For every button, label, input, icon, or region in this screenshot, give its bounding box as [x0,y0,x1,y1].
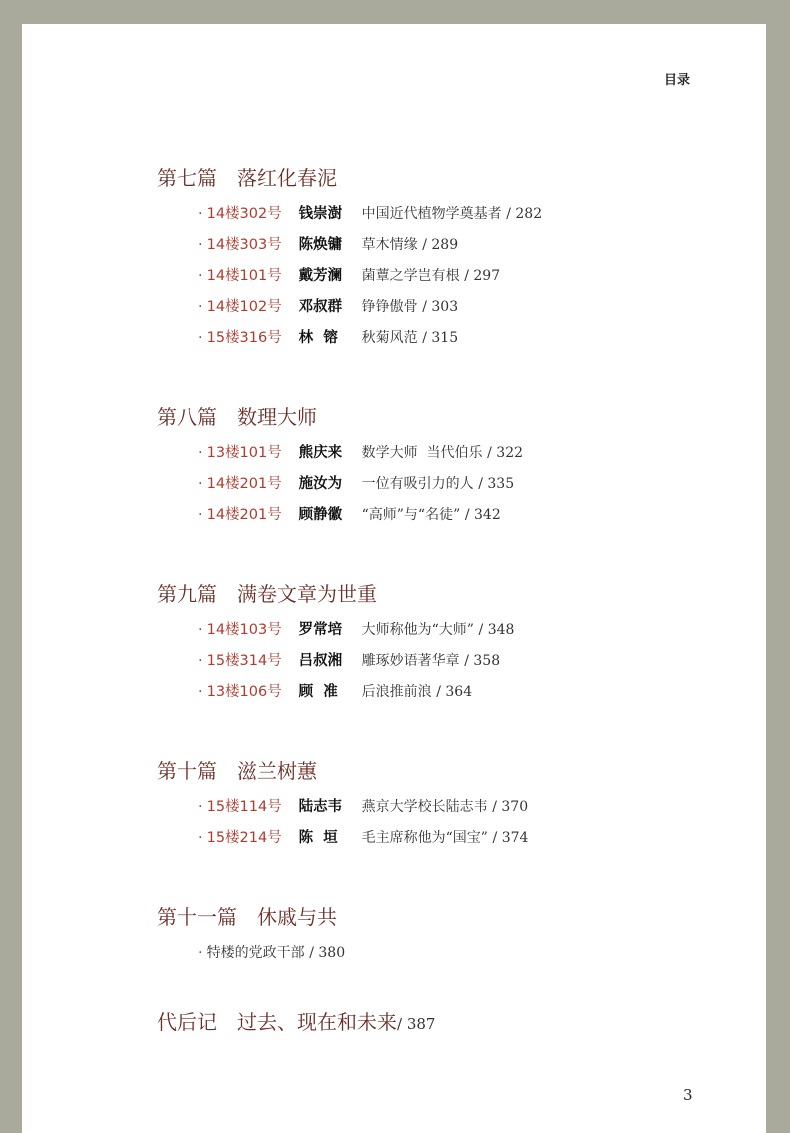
person-name: 施汝为 [298,476,343,492]
section-name: 满卷文章为世重 [237,582,377,606]
page-ref: / 297 [464,268,501,284]
room-number: 15楼114号 [206,799,282,815]
section-number: 第十篇 [157,759,217,783]
section-title-8 [157,401,317,430]
person-name: 熊庆来 [298,445,343,461]
chapter-title: 秋菊风范 [361,330,418,346]
section-number: 代后记 [157,1010,217,1034]
page-ref: / 315 [422,330,459,346]
toc-entry[interactable]: · 13楼106号 顾 准 后浪推前浪 / 364 [198,684,473,700]
section-number: 第八篇 [157,405,217,429]
chapter-title: 后浪推前浪 [361,684,432,700]
section-name: 休戚与共 [257,905,337,929]
person-name: 顾静徽 [298,507,343,523]
page-ref: / 364 [436,684,473,700]
section-title-9 [157,578,377,607]
section-title-7 [157,162,337,191]
running-header: 目录 [664,73,691,88]
room-number: 15楼314号 [206,653,282,669]
chapter-title: 燕京大学校长陆志韦 [361,799,488,815]
room-number: 14楼302号 [206,206,282,222]
toc-entry[interactable]: · 14楼201号 施汝为 一位有吸引力的人 / 335 [198,476,515,492]
page-ref: / 342 [464,507,501,523]
page-ref: / 358 [464,653,501,669]
afterword-title[interactable] [157,1006,435,1035]
room-number: 13楼101号 [206,445,282,461]
section-title-11 [157,901,337,930]
person-name: 邓叔群 [298,299,343,315]
page-sheet [22,24,766,1133]
chapter-title: 草木情缘 [361,237,418,253]
person-name: 顾 准 [298,684,338,700]
toc-entry[interactable]: · 13楼101号 熊庆来 数学大师 当代伯乐 / 322 [198,445,524,461]
page-ref: / 348 [478,622,515,638]
person-name: 罗常培 [298,622,343,638]
toc-entry[interactable]: · 15楼114号 陆志韦 燕京大学校长陆志韦 / 370 [198,799,529,815]
room-number: 14楼101号 [206,268,282,284]
page-ref: / 387 [397,1015,436,1033]
page-number: 3 [683,1086,693,1104]
person-name: 戴芳澜 [298,268,343,284]
chapter-title: 大师称他为“大师” [361,622,474,638]
page-ref: / 380 [309,945,346,961]
toc-entry[interactable]: · 15楼314号 吕叔湘 雕琢妙语著华章 / 358 [198,653,501,669]
chapter-title: 特楼的党政干部 [206,945,305,961]
person-name: 钱崇澍 [298,206,343,222]
toc-entry[interactable]: · 14楼102号 邓叔群 铮铮傲骨 / 303 [198,299,459,315]
chapter-title: 中国近代植物学奠基者 [361,206,502,222]
toc-entry[interactable]: · 15楼316号 林 镕 秋菊风范 / 315 [198,330,459,346]
room-number: 13楼106号 [206,684,282,700]
person-name: 陈焕镛 [298,237,343,253]
chapter-title: “高师”与“名徒” [361,507,461,523]
page-ref: / 322 [487,445,524,461]
room-number: 14楼103号 [206,622,282,638]
section-number: 第九篇 [157,582,217,606]
chapter-title: 数学大师 当代伯乐 [361,445,483,461]
chapter-title: 毛主席称他为“国宝” [361,830,488,846]
room-number: 15楼316号 [206,330,282,346]
person-name: 林 镕 [298,330,338,346]
person-name: 陈 垣 [298,830,338,846]
toc-entry[interactable]: · 14楼101号 戴芳澜 菌蕈之学岂有根 / 297 [198,268,501,284]
room-number: 14楼303号 [206,237,282,253]
toc-entry[interactable]: · 15楼214号 陈 垣 毛主席称他为“国宝” / 374 [198,830,529,846]
section-name: 落红化春泥 [237,166,337,190]
section-number: 第七篇 [157,166,217,190]
page-ref: / 374 [492,830,529,846]
page-ref: / 282 [506,206,543,222]
toc-entry[interactable]: · 14楼303号 陈焕镛 草木情缘 / 289 [198,237,459,253]
room-number: 14楼201号 [206,507,282,523]
chapter-title: 菌蕈之学岂有根 [361,268,460,284]
toc-entry[interactable]: · 14楼103号 罗常培 大师称他为“大师” / 348 [198,622,515,638]
chapter-title: 铮铮傲骨 [361,299,418,315]
room-number: 14楼201号 [206,476,282,492]
section-name: 过去、现在和未来 [237,1010,397,1034]
chapter-title: 雕琢妙语著华章 [361,653,460,669]
person-name: 吕叔湘 [298,653,343,669]
page-ref: / 303 [422,299,459,315]
toc-entry[interactable]: · 特楼的党政干部 / 380 [198,945,346,961]
person-name: 陆志韦 [298,799,343,815]
room-number: 15楼214号 [206,830,282,846]
toc-entry[interactable]: · 14楼302号 钱崇澍 中国近代植物学奠基者 / 282 [198,206,543,222]
section-title-10 [157,755,317,784]
section-name: 滋兰树蕙 [237,759,317,783]
toc-entry[interactable]: · 14楼201号 顾静徽 “高师”与“名徒” / 342 [198,507,501,523]
page-ref: / 370 [492,799,529,815]
page-ref: / 289 [422,237,459,253]
page-ref: / 335 [478,476,515,492]
chapter-title: 一位有吸引力的人 [361,476,474,492]
section-number: 第十一篇 [157,905,237,929]
section-name: 数理大师 [237,405,317,429]
room-number: 14楼102号 [206,299,282,315]
